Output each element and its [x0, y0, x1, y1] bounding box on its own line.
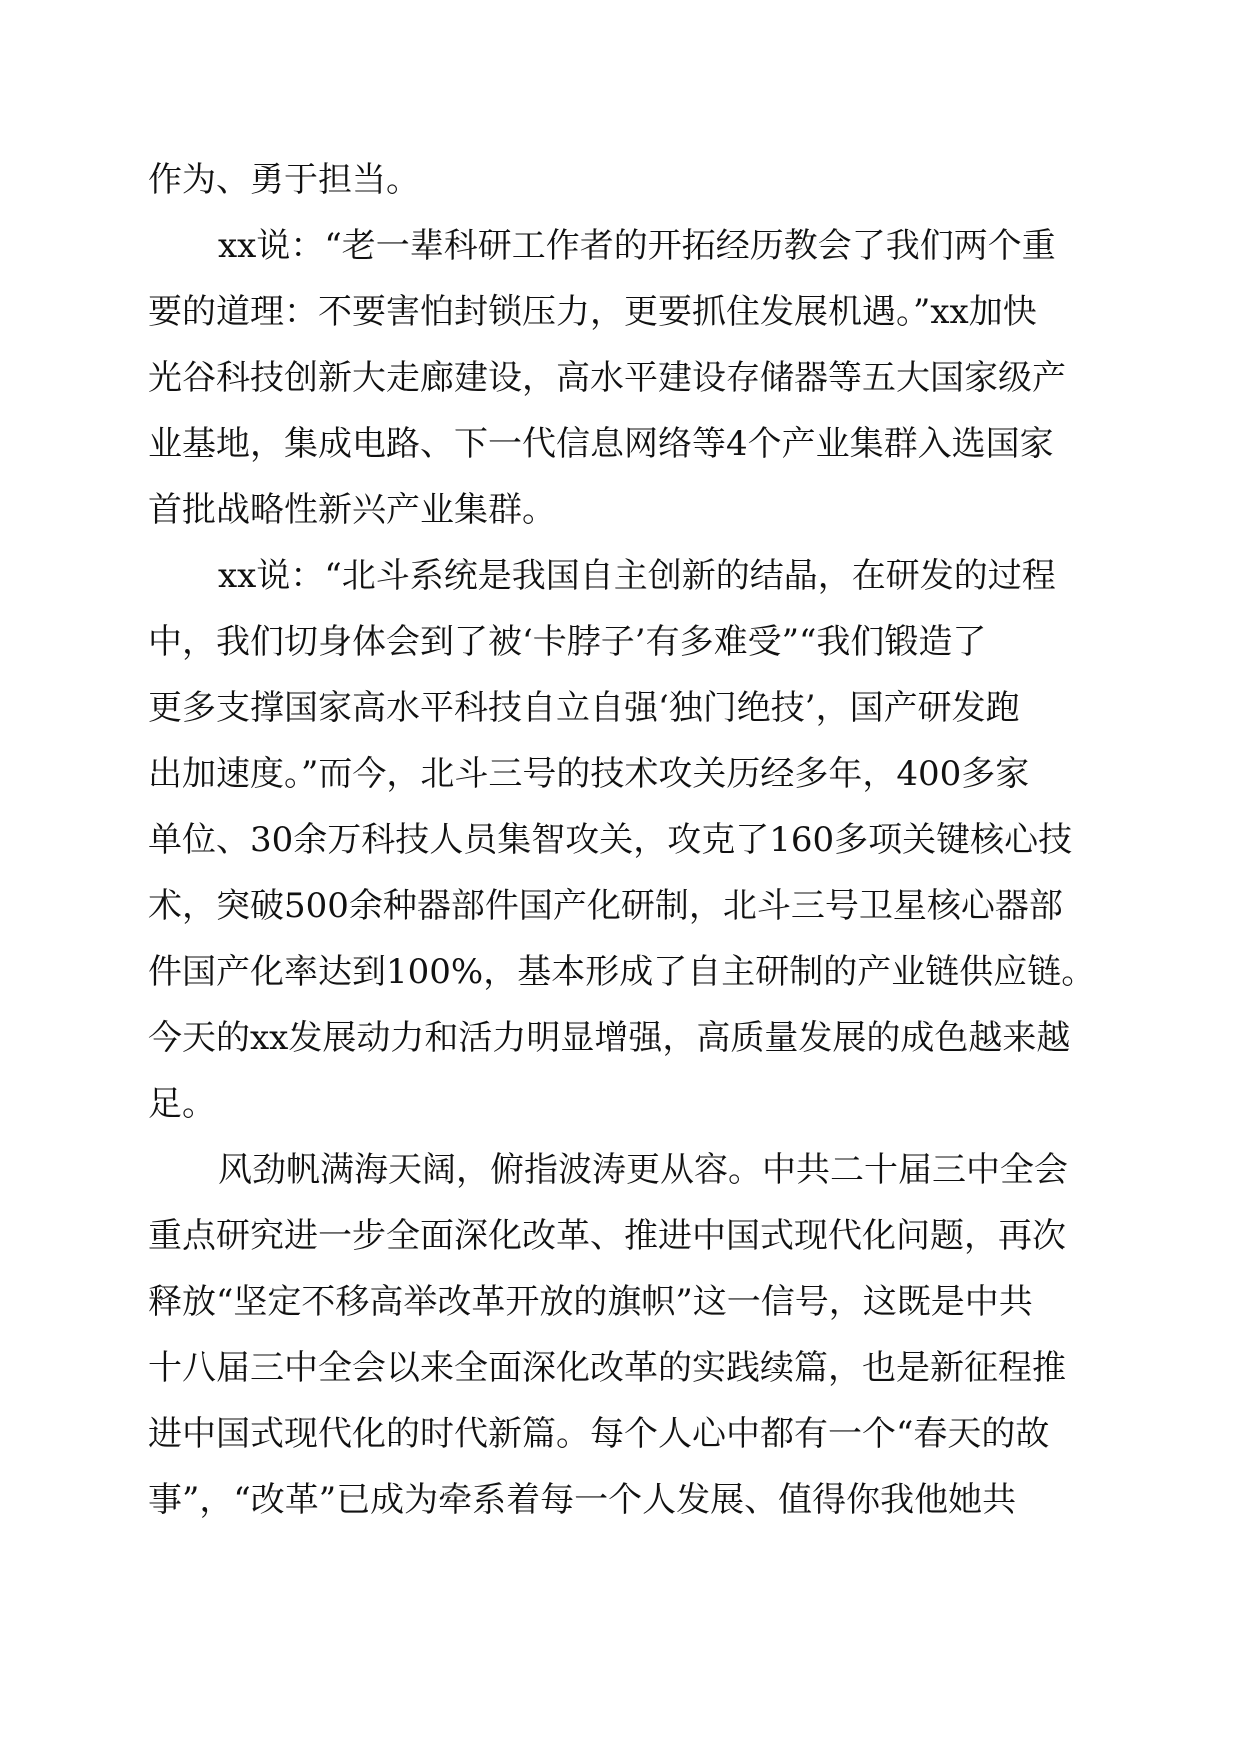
- text-line-19: 十八届三中全会以来全面深化改革的实践续篇，也是新征程推: [148, 1348, 1066, 1388]
- text-line-14: 今天的xx发展动力和活力明显增强，高质量发展的成色越来越: [148, 1018, 1071, 1058]
- text-line-6: 首批战略性新兴产业集群。: [148, 490, 556, 530]
- text-line-4: 光谷科技创新大走廊建设，高水平建设存储器等五大国家级产: [148, 358, 1066, 398]
- text-line-18: 释放“坚定不移高举改革开放的旗帜”这一信号，这既是中共: [148, 1282, 1033, 1322]
- text-line-3: 要的道理：不要害怕封锁压力，更要抓住发展机遇。”xx加快: [148, 292, 1037, 332]
- text-line-16: 风劲帆满海天阔，俯指波涛更从容。中共二十届三中全会: [218, 1150, 1068, 1190]
- text-line-1: 作为、勇于担当。: [148, 160, 420, 200]
- text-line-20: 进中国式现代化的时代新篇。每个人心中都有一个“春天的故: [148, 1414, 1050, 1454]
- text-line-5: 业基地，集成电路、下一代信息网络等4个产业集群入选国家: [148, 424, 1054, 464]
- text-line-13: 件国产化率达到100%，基本形成了自主研制的产业链供应链。: [148, 952, 1096, 992]
- text-line-12: 术，突破500余种器部件国产化研制，北斗三号卫星核心器部: [148, 886, 1063, 926]
- text-line-21: 事”，“改革”已成为牵系着每一个人发展、值得你我他她共: [148, 1480, 1017, 1520]
- text-line-9: 更多支撑国家高水平科技自立自强‘独门绝技’，国产研发跑: [148, 688, 1020, 728]
- text-line-7: xx说：“北斗系统是我国自主创新的结晶，在研发的过程: [218, 556, 1056, 596]
- text-line-17: 重点研究进一步全面深化改革、推进中国式现代化问题，再次: [148, 1216, 1066, 1256]
- text-line-11: 单位、30余万科技人员集智攻关，攻克了160多项关键核心技: [148, 820, 1073, 860]
- text-line-8: 中，我们切身体会到了被‘卡脖子’有多难受”“我们锻造了: [148, 622, 987, 662]
- text-line-2: xx说：“老一辈科研工作者的开拓经历教会了我们两个重: [218, 226, 1056, 266]
- text-line-10: 出加速度。”而今，北斗三号的技术攻关历经多年，400多家: [148, 754, 1030, 794]
- text-line-15: 足。: [148, 1084, 216, 1124]
